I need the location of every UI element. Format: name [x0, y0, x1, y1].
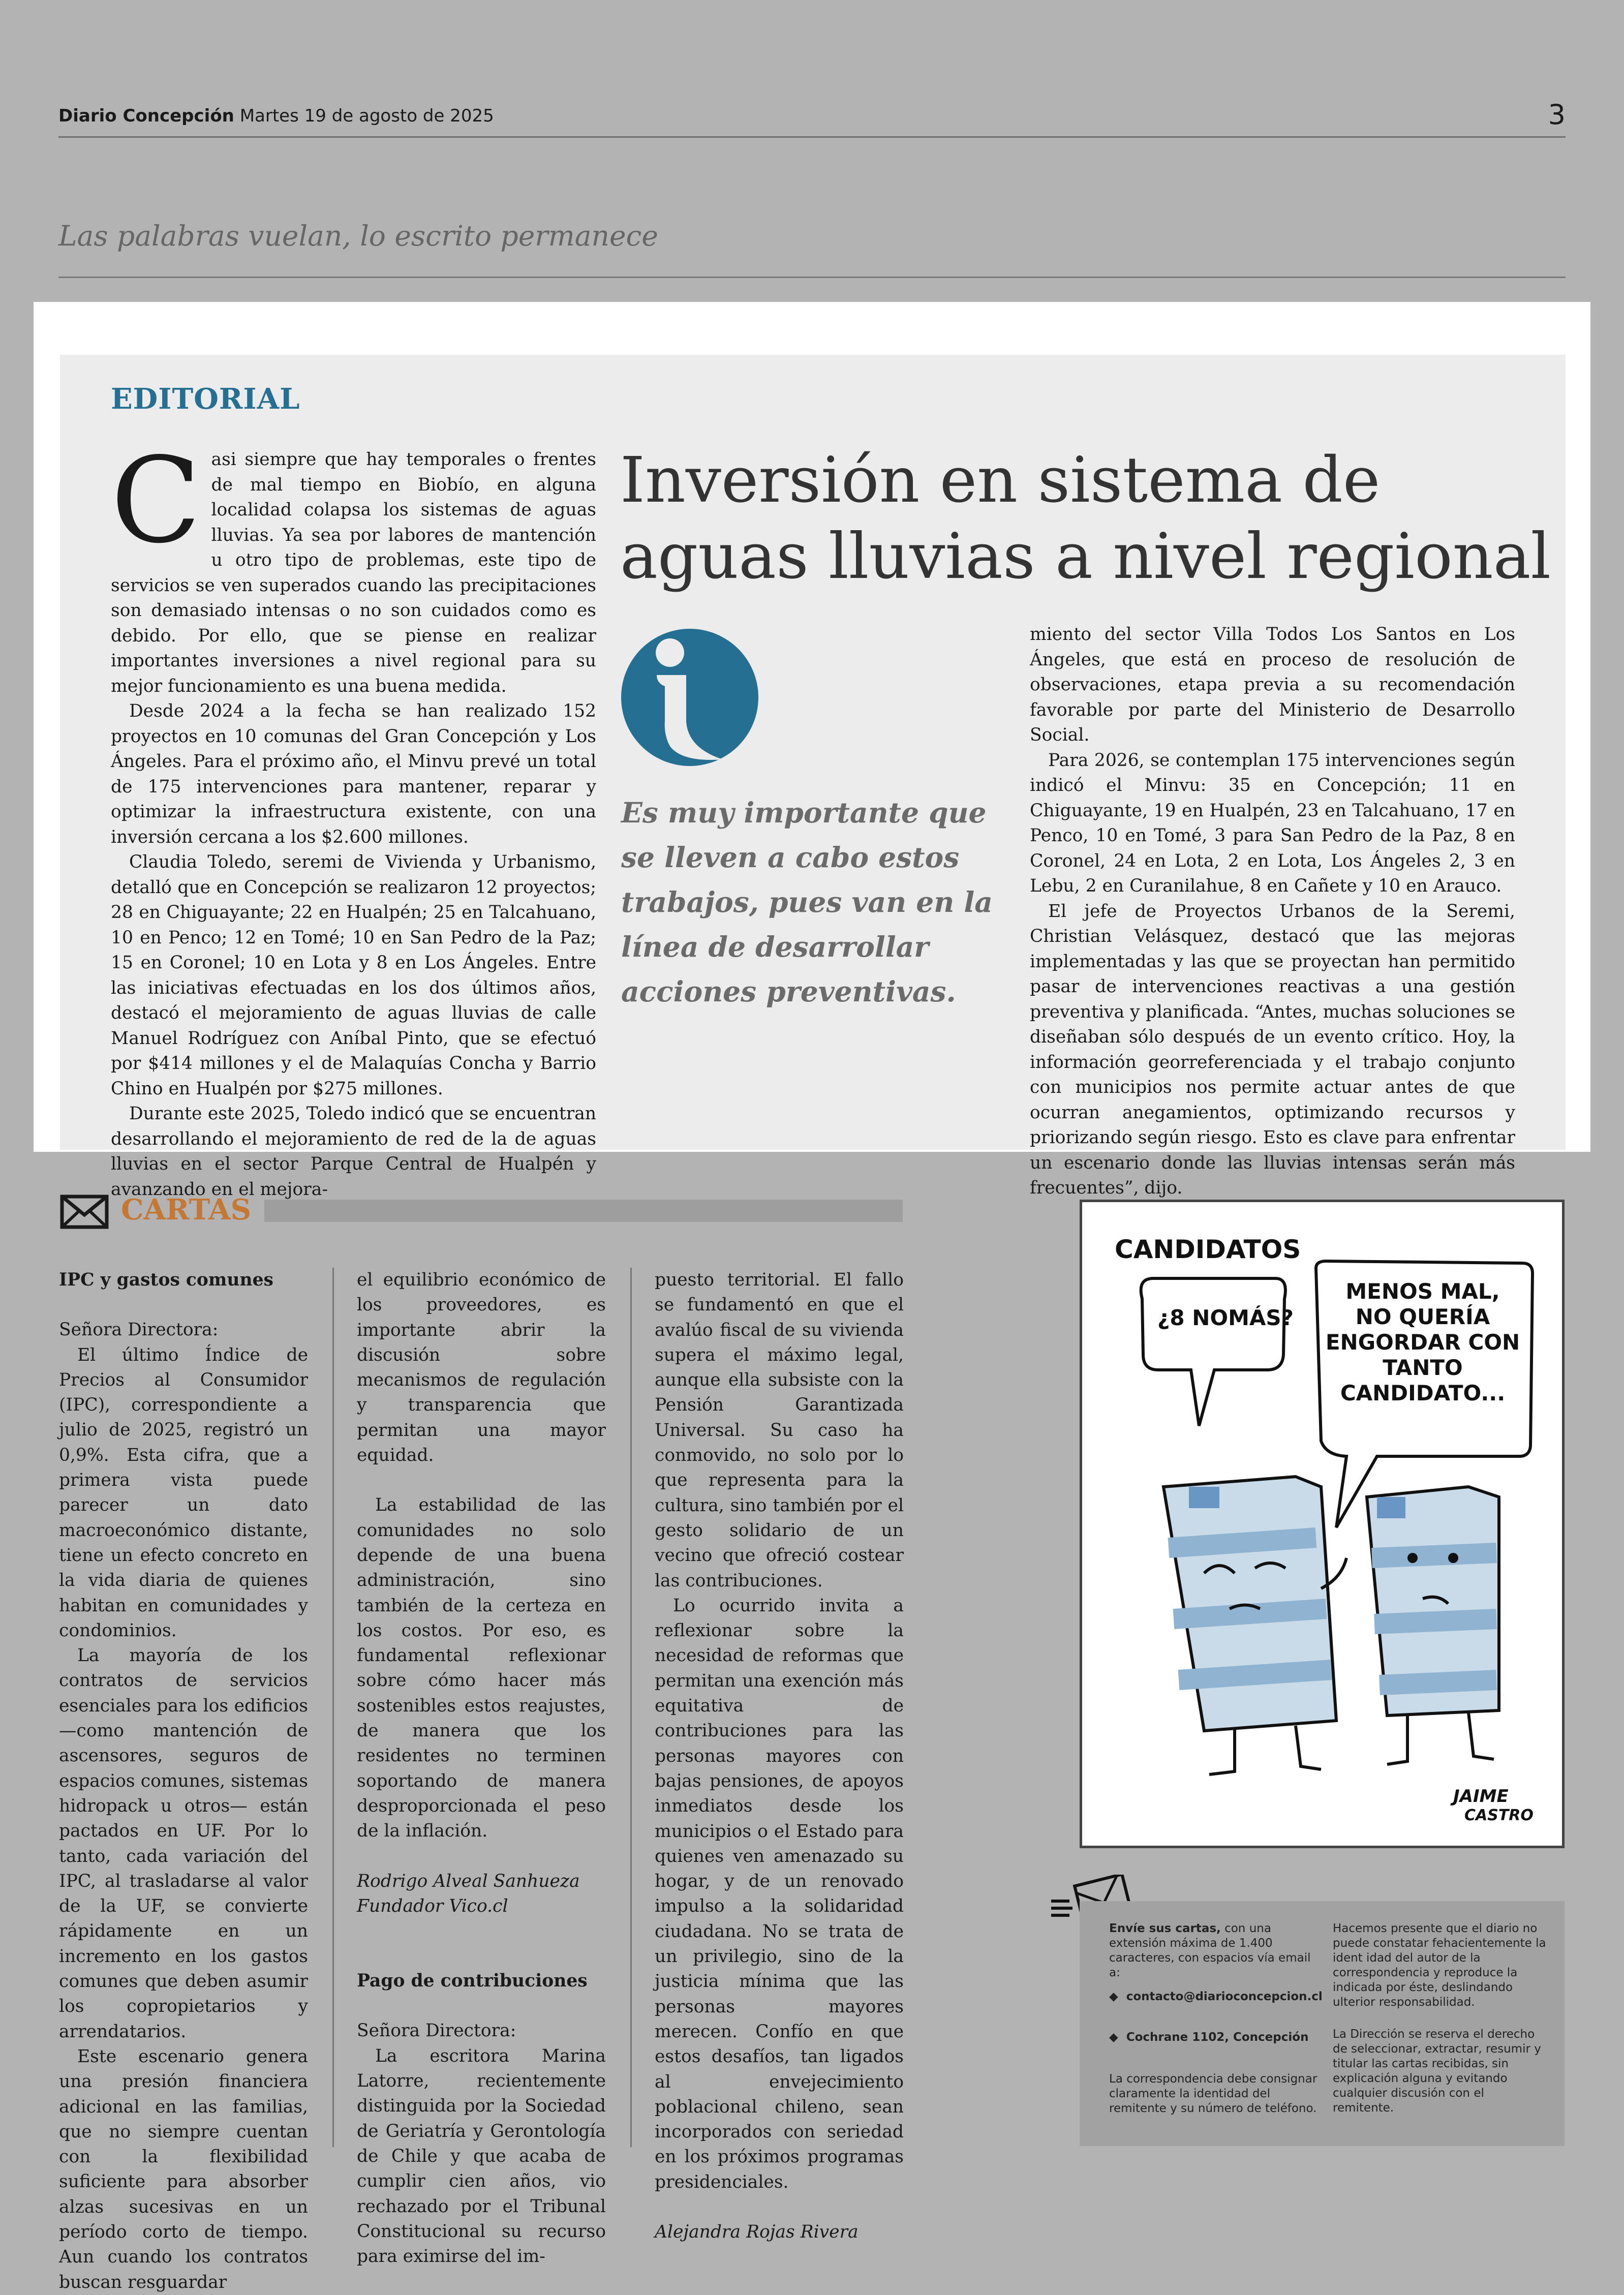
editorial-paragraph-2: Desde 2024 a la fecha se han realizado 152 proyectos en 10 comunas del Gran Concepción y Los Ángeles. Para el próximo año, el Minvu prevé un total de 175 intervenciones para mantener, reparar y optimizar la infraestructura existente, con una inversión cercana a los $2.600 millones.: [111, 701, 596, 847]
letter-2-paragraph-2: Lo ocurrido invita a reflexionar sobre la necesidad de reformas que permitan una exención más equitativa de contribuciones para las personas mayores con bajas pensiones, de apoyos inmediatos desde los municipios o el Estado para quienes ven amenazado su hogar, y de un renovado impulso a la solidaridad ciudadana. No se trata de un privilegio, sino de la justicia mínima que las personas mayores merecen. Confío en que estos desafíos, tan ligados al envejecimiento poblacional chileno, sean incorporados con seriedad en los próximos programas presidenciales.: [655, 1595, 904, 2192]
letter-1-paragraph-1: El último Índice de Precios al Consumidor (IPC), correspondiente a julio de 2025, registró un 0,9%. Esta cifra, que a primera vista puede parecer un dato macroeconómico distante, tiene un efecto concreto en la vida diaria de quienes habitan en comunidades y condominios.: [59, 1344, 308, 1641]
letter-1-signature-name: Rodrigo Alveal Sanhueza: [357, 1871, 580, 1891]
letter-1-salutation: Señora Directora:: [59, 1320, 219, 1340]
editorial-paragraph-3: Claudia Toledo, seremi de Vivienda y Urbanismo, detalló que en Concepción se realizaron 12 proyectos; 28 en Chiguayante; 22 en Hualpén; 25 en Talcahuano, 10 en Penco; 12 en Tomé; 10 en San Pedro de la Paz; 15 en Coronel; 10 en Lota y 8 en Los Ángeles. Entre las iniciativas efectuadas en los dos últimos años, destacó el mejoramiento de aguas lluvias de calle Manuel Rodríguez con Aníbal Pinto, que se efectuó por $414 millones y el de Malaquías Concha y Barrio Chino en Hualpén por $275 millones.: [111, 852, 596, 1099]
cartoon-bubble-right-2: NO QUERÍA: [1355, 1304, 1490, 1329]
publication-name: Diario Concepción: [58, 106, 234, 126]
pull-quote: Es muy importante que se lleven a cabo estos trabajos, pues van en la línea de desarrollar acciones preventivas.: [621, 796, 993, 1008]
cartas-header-bar: [264, 1200, 903, 1222]
page-number: 3: [1548, 99, 1566, 131]
info-icon: [621, 626, 758, 769]
cartoon-signature-2: CASTRO: [1464, 1807, 1534, 1824]
column-divider: [630, 1268, 632, 2147]
letter-1-paragraph-3-cont: el equilibrio económico de los proveedores, es importante abrir la discusión sobre mecanismos de regulación y transparencia que permitan una mayor equidad.: [357, 1270, 606, 1466]
letter-2-salutation: Señora Directora:: [357, 2021, 516, 2041]
cartoon-bubble-left: ¿8 NOMÁS?: [1157, 1305, 1294, 1330]
letter-2-paragraph-1: La escritora Marina Latorre, recientemente distinguida por la Sociedad de Geriatría y Gerontología de Chile y que acaba de cumplir cien años, vio rechazado por el Tribunal Constitucional su recurso para eximirse del im-: [357, 2045, 606, 2267]
letter-1-heading: IPC y gastos comunes: [59, 1270, 273, 1290]
letters-column-2: [357, 1268, 606, 2269]
letter-2-signature-name: Alejandra Rojas Rivera: [655, 2221, 859, 2242]
section-motto: Las palabras vuelan, lo escrito permanece: [58, 220, 1566, 278]
contact-email[interactable]: ◆ contacto@diarioconcepcion.cl: [1109, 1990, 1323, 2003]
publication-date: Martes 19 de agosto de 2025: [239, 106, 494, 126]
cartas-label: CARTAS: [121, 1193, 252, 1227]
editorial-headline: Inversión en sistema de aguas lluvias a nivel regional: [620, 444, 1551, 593]
publication-line: [58, 106, 494, 126]
drop-cap: C: [111, 432, 201, 569]
cartoon-signature-1: JAIME: [1453, 1786, 1509, 1807]
page-header: [58, 99, 1566, 138]
letters-column-3: [655, 1268, 904, 2245]
editorial-column-1: [111, 432, 596, 1202]
identity-note: La correspondencia debe consignar claramente la identidad del remitente y su número de teléfono.: [1109, 2072, 1317, 2115]
editorial-paragraph-4: Durante este 2025, Toledo indicó que se encuentran desarrollando el mejoramiento de red de la de aguas lluvias en el sector Parque Central de Hualpén y avanzando en el mejora-: [111, 1104, 596, 1200]
cartoon-panel: [1080, 1200, 1565, 1848]
letter-1-paragraph-3: Este escenario genera una presión financiera adicional en las familias, que no siempre cuentan con la flexibilidad suficiente para absorber alzas sucesivas en un período corto de tiempo. Aun cuando los contratos buscan resguardar: [59, 2046, 308, 2292]
letter-2-paragraph-1-cont: puesto territorial. El fallo se fundamentó en que el avalúo fiscal de su vivienda supera el máximo legal, aunque ella subsiste con la Pensión Garantizada Universal. Su caso ha conmovido, no solo por lo que representa para la cultura, sino también por el gesto solidario de un vecino que ofreció costear las contribuciones.: [655, 1270, 904, 1591]
cartoon-title: CANDIDATOS: [1115, 1235, 1301, 1264]
envelope-icon: [60, 1195, 109, 1229]
disclaimer-note: Hacemos presente que el diario no puede constatar fehacientemente la ident idad del autor de la correspondencia y reproduce la indicada por éste, deslindando ulterior responsabilidad.: [1333, 1922, 1546, 2009]
ballot-character-right: [1367, 1487, 1499, 1764]
cartoon-bubble-right-3: ENGORDAR CON: [1325, 1330, 1520, 1355]
editorial-paragraph-6: Para 2026, se contemplan 175 intervenciones según indicó el Minvu: 35 en Concepción; 11 en Chiguayante, 19 en Hualpén, 23 en Talcahuano, 17 en Penco, 10 en Tomé, 3 para San Pedro de la Paz, 8 en Coronel, 24 en Lota, 2 en Lota, Los Ángeles 2, 3 en Lebu, 2 en Curanilahue, 8 en Cañete y 10 en Arauco.: [1030, 750, 1515, 896]
letter-1-paragraph-4: La estabilidad de las comunidades no solo depende de una buena administración, sino también de la certeza en los costos. Por eso, es fundamental reflexionar sobre cómo hacer más sostenibles estos reajustes, de manera que los residentes no terminen soportando de manera desproporcionada el peso de la inflación.: [357, 1495, 606, 1842]
editorial-paragraph-7: El jefe de Proyectos Urbanos de la Seremi, Christian Velásquez, destacó que las mejoras implementadas y las que se proyectan han permitido pasar de intervenciones reactivas a una gestión preventiva y planificada. “Antes, muchas soluciones se diseñaban sólo después de un evento crítico. Hoy, la información georreferenciada y el trabajo conjunto con municipios nos permite actuar antes de que ocurran anegamientos, optimizando recursos y priorizando según riesgo. Esto es clave para enfrentar un escenario donde las lluvias intensas serán más frecuentes”, dijo.: [1030, 901, 1515, 1198]
letter-1-signature-title: Fundador Vico.cl: [357, 1895, 508, 1916]
cartoon-bubble-right-5: CANDIDATO...: [1340, 1381, 1506, 1405]
send-letters-instructions: Envíe sus cartas, con una extensión máxima de 1.400 caracteres, con espacios vía email a:: [1109, 1922, 1311, 1979]
column-divider: [332, 1268, 334, 2147]
editorial-column-3: [1030, 622, 1515, 1201]
editorial-rights-note: La Dirección se reserva el derecho de seleccionar, extractar, resumir y titular las cartas recibidas, sin explicación alguna y evitando cualquier discusión con el remitente.: [1333, 2028, 1541, 2115]
editorial-paragraph-5: miento del sector Villa Todos Los Santos en Los Ángeles, que está en proceso de resolución de observaciones, etapa previa a su recomendación favorable por parte del Ministerio de Desarrollo Social.: [1030, 624, 1515, 745]
contact-address: ◆ Cochrane 1102, Concepción: [1109, 2031, 1309, 2044]
cartoon-bubble-right-1: MENOS MAL,: [1345, 1279, 1500, 1304]
letters-column-1: [59, 1268, 308, 2295]
editorial-paragraph-1: Casi siempre que hay temporales o frentes de mal tiempo en Biobío, en alguna localidad colapsa los sistemas de aguas lluvias. Ya sea por labores de mantención u otro tipo de problemas, este tipo de servicios se ven superados cuando las precipitaciones son demasiado intensas o no son cuidados como es debido. Por ello, que se piense en realizar importantes inversiones a nivel regional para su mejor funcionamiento es una buena medida.: [111, 432, 596, 696]
editorial-label: EDITORIAL: [111, 382, 300, 416]
letter-2-heading: Pago de contribuciones: [357, 1971, 588, 1992]
cartoon-bubble-right-4: TANTO: [1383, 1355, 1463, 1380]
ballot-character-left: [1163, 1477, 1346, 1774]
letter-1-paragraph-2: La mayoría de los contratos de servicios esenciales para los edificios —como mantención de ascensores, seguros de espacios comunes, sistemas hidropack u otros— están pactados en UF. Por lo tanto, cada variación del IPC, al trasladarse al valor de la UF, se convierte rápidamente en un incremento en los gastos comunes que deben asumir los copropietarios y arrendatarios.: [59, 1645, 308, 2042]
